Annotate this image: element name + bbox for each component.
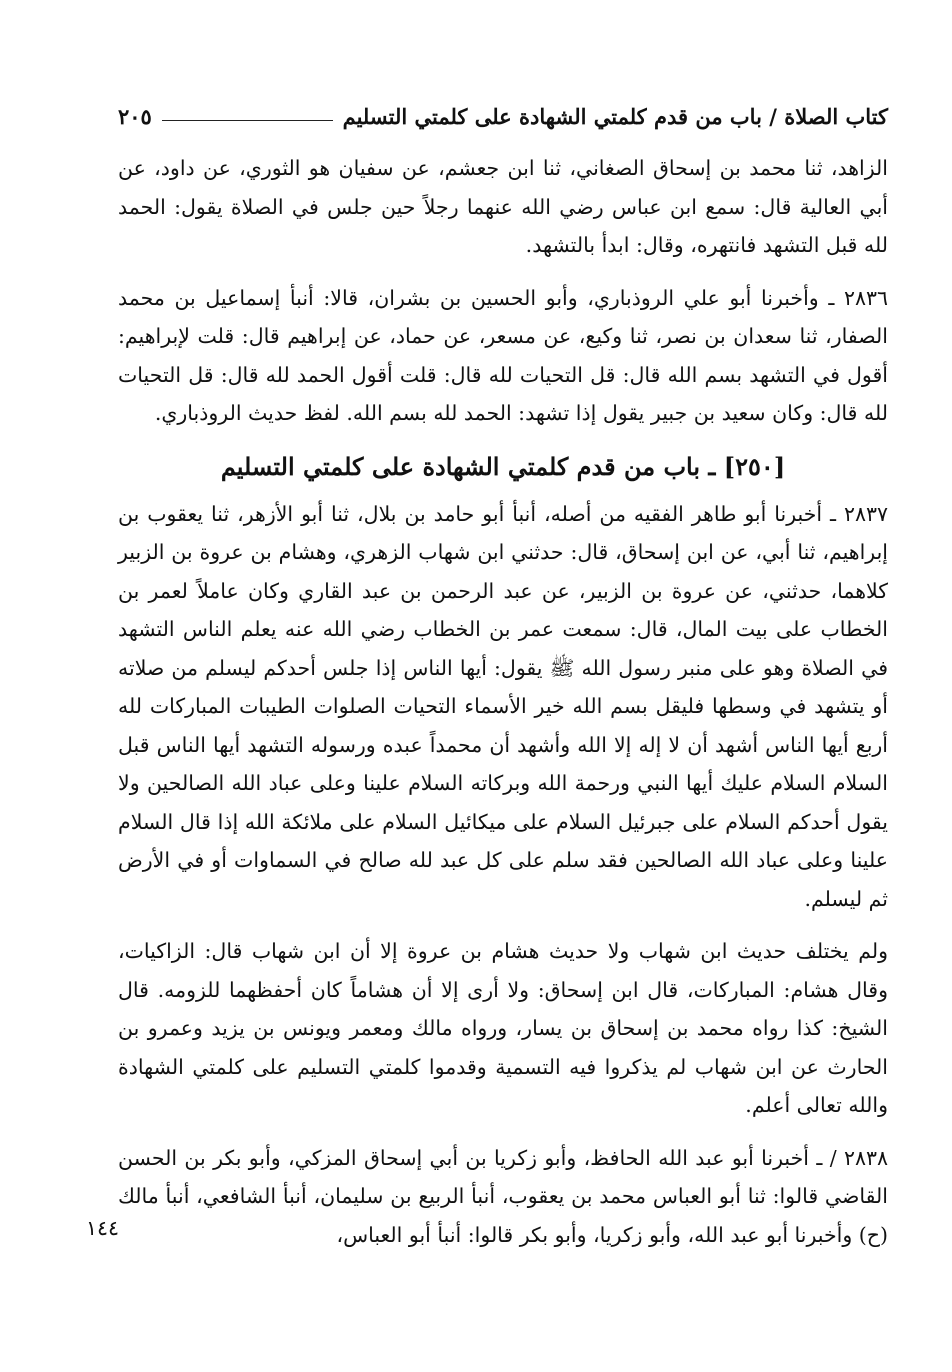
paragraph-hadith-2838: ٢٨٣٨ / ـ أخبرنا أبو عبد الله الحافظ، وأبو زكريا بن أبي إسحاق المزكي، وأبو بكر بن الحسن القاضي قالوا: ثنا أبو العباس محمد بن يعقوب، أنبأ الربيع بن سليمان، أنبأ الشافعي، أنبأ مالك (ح) وأخبرنا أبو عبد الله، وأبو زكريا، وأبو بكر قالوا: أنبأ أبو العباس،	[118, 1145, 889, 1247]
chapter-heading: [٢٥٠] ـ باب من قدم كلمتي الشهادة على كلمتي التسليم	[220, 451, 786, 481]
header-rule	[162, 120, 333, 121]
paragraph-continuation: الزاهد، ثنا محمد بن إسحاق الصغاني، ثنا ابن جعشم، عن سفيان هو الثوري، عن داود، عن أبي العالية قال: سمع ابن عباس رضي الله عنهما رجلاً حين جلس في الصلاة يقول: الحمد لله قبل التشهد فانتهره، وقال: ابدأ بالتشهد.	[118, 156, 888, 257]
page-header	[118, 95, 888, 137]
running-title: كتاب الصلاة / باب من قدم كلمتي الشهادة على كلمتي التسليم	[342, 103, 888, 129]
document-page	[118, 95, 888, 1355]
paragraph-hadith-2837: ٢٨٣٧ ـ أخبرنا أبو طاهر الفقيه من أصله، أنبأ أبو حامد بن بلال، ثنا أبو الأزهر، ثنا يعقوب بن إبراهيم، ثنا أبي، عن ابن إسحاق، قال: حدثني ابن شهاب الزهري، وهشام بن عروة بن الزبير كلاهما، حدثني، عن عروة بن الزبير، عن عبد الرحمن بن عبد القاري وكان عاملاً لعمر بن الخطاب على بيت المال، قال: سمعت عمر بن الخطاب رضي الله عنه يعلم الناس التشهد في الصلاة وهو على منبر رسول الله ﷺ يقول: أيها الناس إذا جلس أحدكم ليسلم من صلاته أو يتشهد في وسطها فليقل بسم الله خير الأسماء التحيات الصلوات الطيبات المباركات لله أربع أيها الناس أشهد أن لا إله إلا الله وأشهد أن محمداً عبده ورسوله التشهد أيها الناس قبل السلام السلام عليك أيها النبي ورحمة الله وبركاته السلام علينا وعلى عباد الله الصالحين ولا يقول أحدكم السلام على جبرئيل السلام على ميكائيل السلام على ملائكة الله إذا قال السلام علينا وعلى عباد الله الصالحين فقد سلم على كل عبد لله صالح في السماوات أو في الأرض ثم ليسلم.	[118, 501, 888, 911]
page-number: ٢٠٥	[118, 103, 152, 129]
paragraph-hadith-2836: ٢٨٣٦ ـ وأخبرنا أبو علي الروذباري، وأبو الحسين بن بشران، قالا: أنبأ إسماعيل بن محمد الصفار، ثنا سعدان بن نصر، ثنا وكيع، عن مسعر، عن حماد، عن إبراهيم قال: قلت لإبراهيم: أقول في التشهد بسم الله قال: قل التحيات لله قال: قلت أقول الحمد لله قال: قل التحيات لله قال: وكان سعيد بن جبير يقول إذا تشهد: الحمد لله بسم الله. لفظ حديث الروذباري.	[118, 285, 888, 425]
paragraph-commentary: ولم يختلف حديث ابن شهاب ولا حديث هشام بن عروة إلا أن ابن شهاب قال: الزاكيات، وقال هشام: المباركات، قال ابن إسحاق: ولا أرى إلا أن هشاماً كان أحفظهما للزومه. قال الشيخ: كذا رواه محمد بن إسحاق بن يسار، ورواه مالك ومعمر ويونس بن يزيد وعمرو بن الحارث عن ابن شهاب لم يذكروا فيه التسمية وقدموا كلمتي التسليم على كلمتي الشهادة والله تعالى أعلم.	[118, 939, 888, 1117]
margin-number: ١٤٤	[86, 1216, 120, 1240]
